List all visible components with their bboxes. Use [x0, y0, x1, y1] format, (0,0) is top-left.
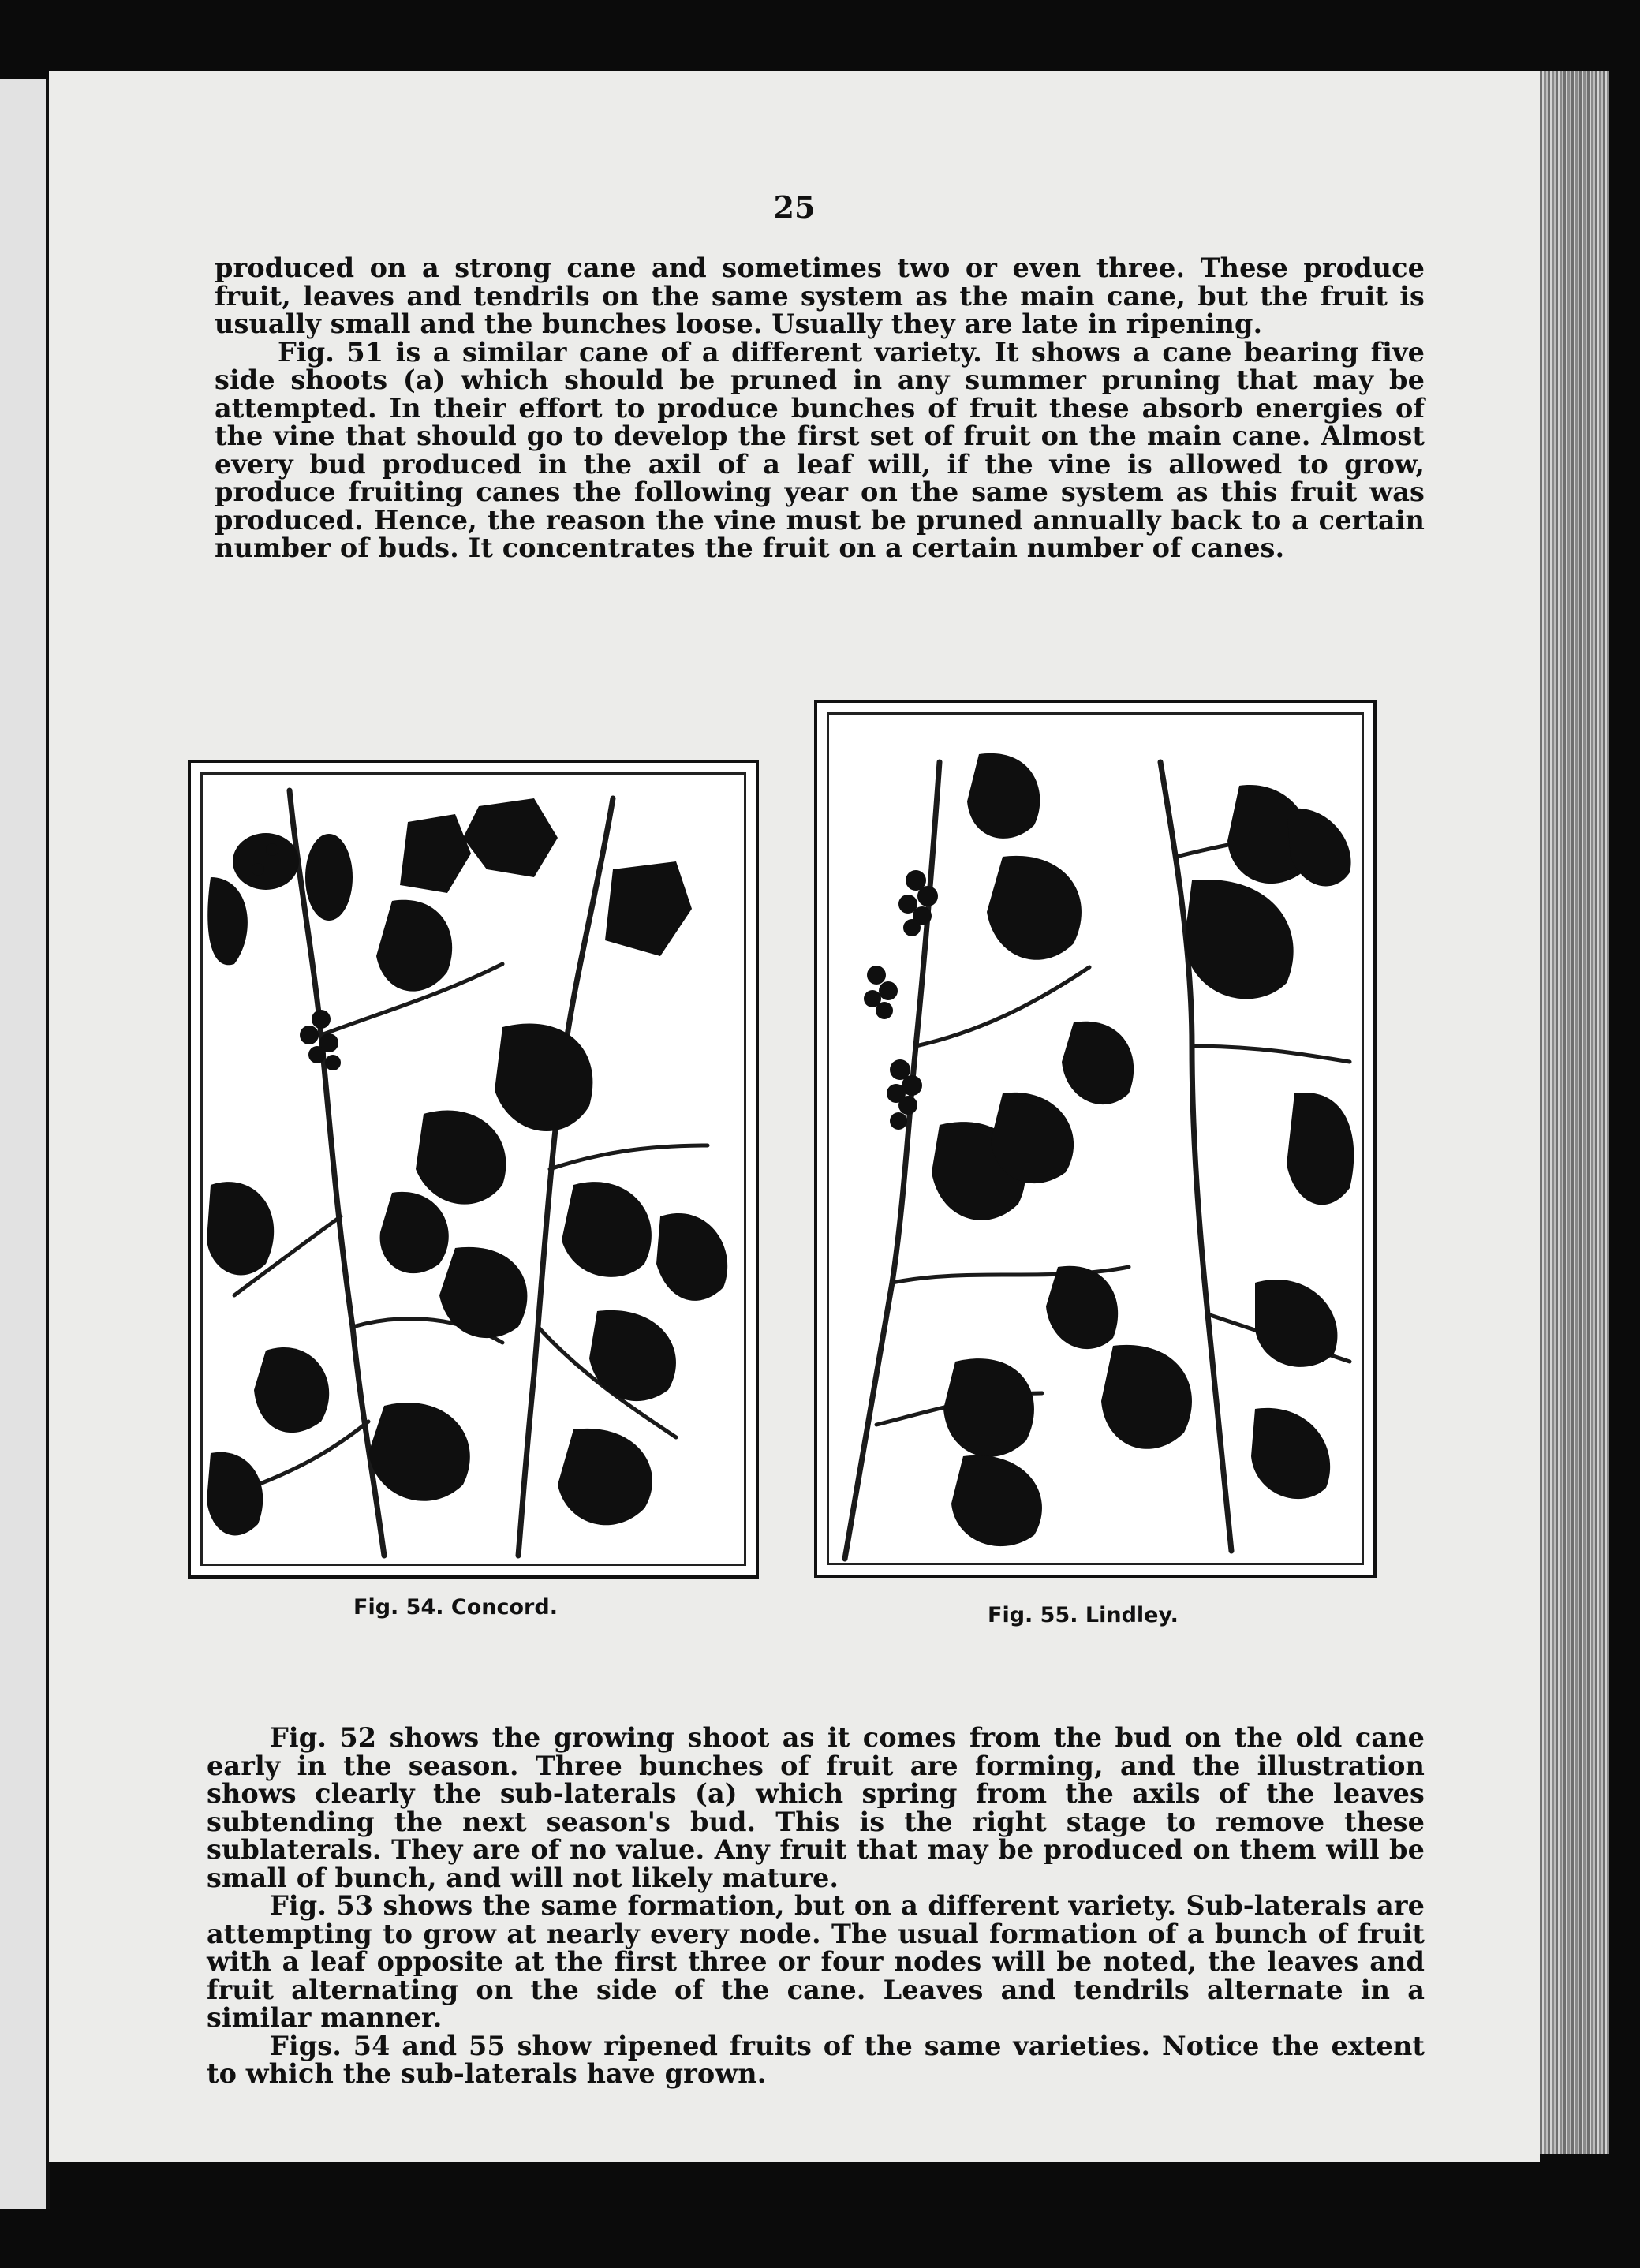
book-page-edges — [1538, 71, 1609, 2154]
paragraph-bottom-3: Figs. 54 and 55 show ripened fruits of the same varieties. Notice the extent to which the sub-laterals have grown. — [207, 2030, 1425, 2089]
figure-55-caption: Fig. 55. Lindley. — [988, 1603, 1179, 1627]
grape-vine-illustration — [203, 775, 744, 1564]
figure-54-caption: Fig. 54. Concord. — [353, 1595, 558, 1620]
figure-55-lindley-photo — [814, 700, 1377, 1578]
paragraph-bottom-2: Fig. 53 shows the same formation, but on a different variety. Sub-laterals are attempting to grow at nearly every node. The usual formation of a bunch of fruit with a leaf opposite at the first three or four nodes will be noted, the leaves and fruit alternating on the side of the cane. Leaves and tendrils alternate in a similar manner. — [207, 1890, 1425, 2033]
paragraph-top-1: produced on a strong cane and sometimes two or even three. These produce fruit, leaves and tendrils on the same system as the main cane, but the fruit is usually small and the bunches loose. Usually they are late in ripening. — [215, 252, 1425, 339]
page-number: 25 — [773, 189, 816, 225]
figure-54-concord-photo — [188, 760, 759, 1579]
bottom-text-block — [207, 1724, 1425, 2088]
book-page — [49, 71, 1540, 2162]
grape-vine-illustration — [829, 715, 1362, 1563]
top-text-block — [215, 254, 1425, 562]
facing-page-edge — [0, 79, 50, 2209]
paragraph-top-2: Fig. 51 is a similar cane of a different variety. It shows a cane bearing five side shoots (a) which should be pruned in any summer pruning that may be attempted. In their effort to produce bunches of fruit these absorb energies of the vine that should go to develop the first set of fruit on the main cane. Almost every bud produced in the axil of a leaf will, if the vine is allowed to grow, produce fruiting canes the following year on the same system as this fruit was produced. Hence, the reason the vine must be pruned annually back to a certain number of buds. It concentrates the fruit on a certain number of canes. — [215, 336, 1425, 563]
paragraph-bottom-1: Fig. 52 shows the growing shoot as it comes from the bud on the old cane early in the season. Three bunches of fruit are forming, and the illustration shows clearly the sub-laterals (a) which spring from the axils of the leaves subtending the next season's bud. This is the right stage to remove these sublaterals. They are of no value. Any fruit that may be produced on them will be small of bunch, and will not likely mature. — [207, 1722, 1425, 1893]
